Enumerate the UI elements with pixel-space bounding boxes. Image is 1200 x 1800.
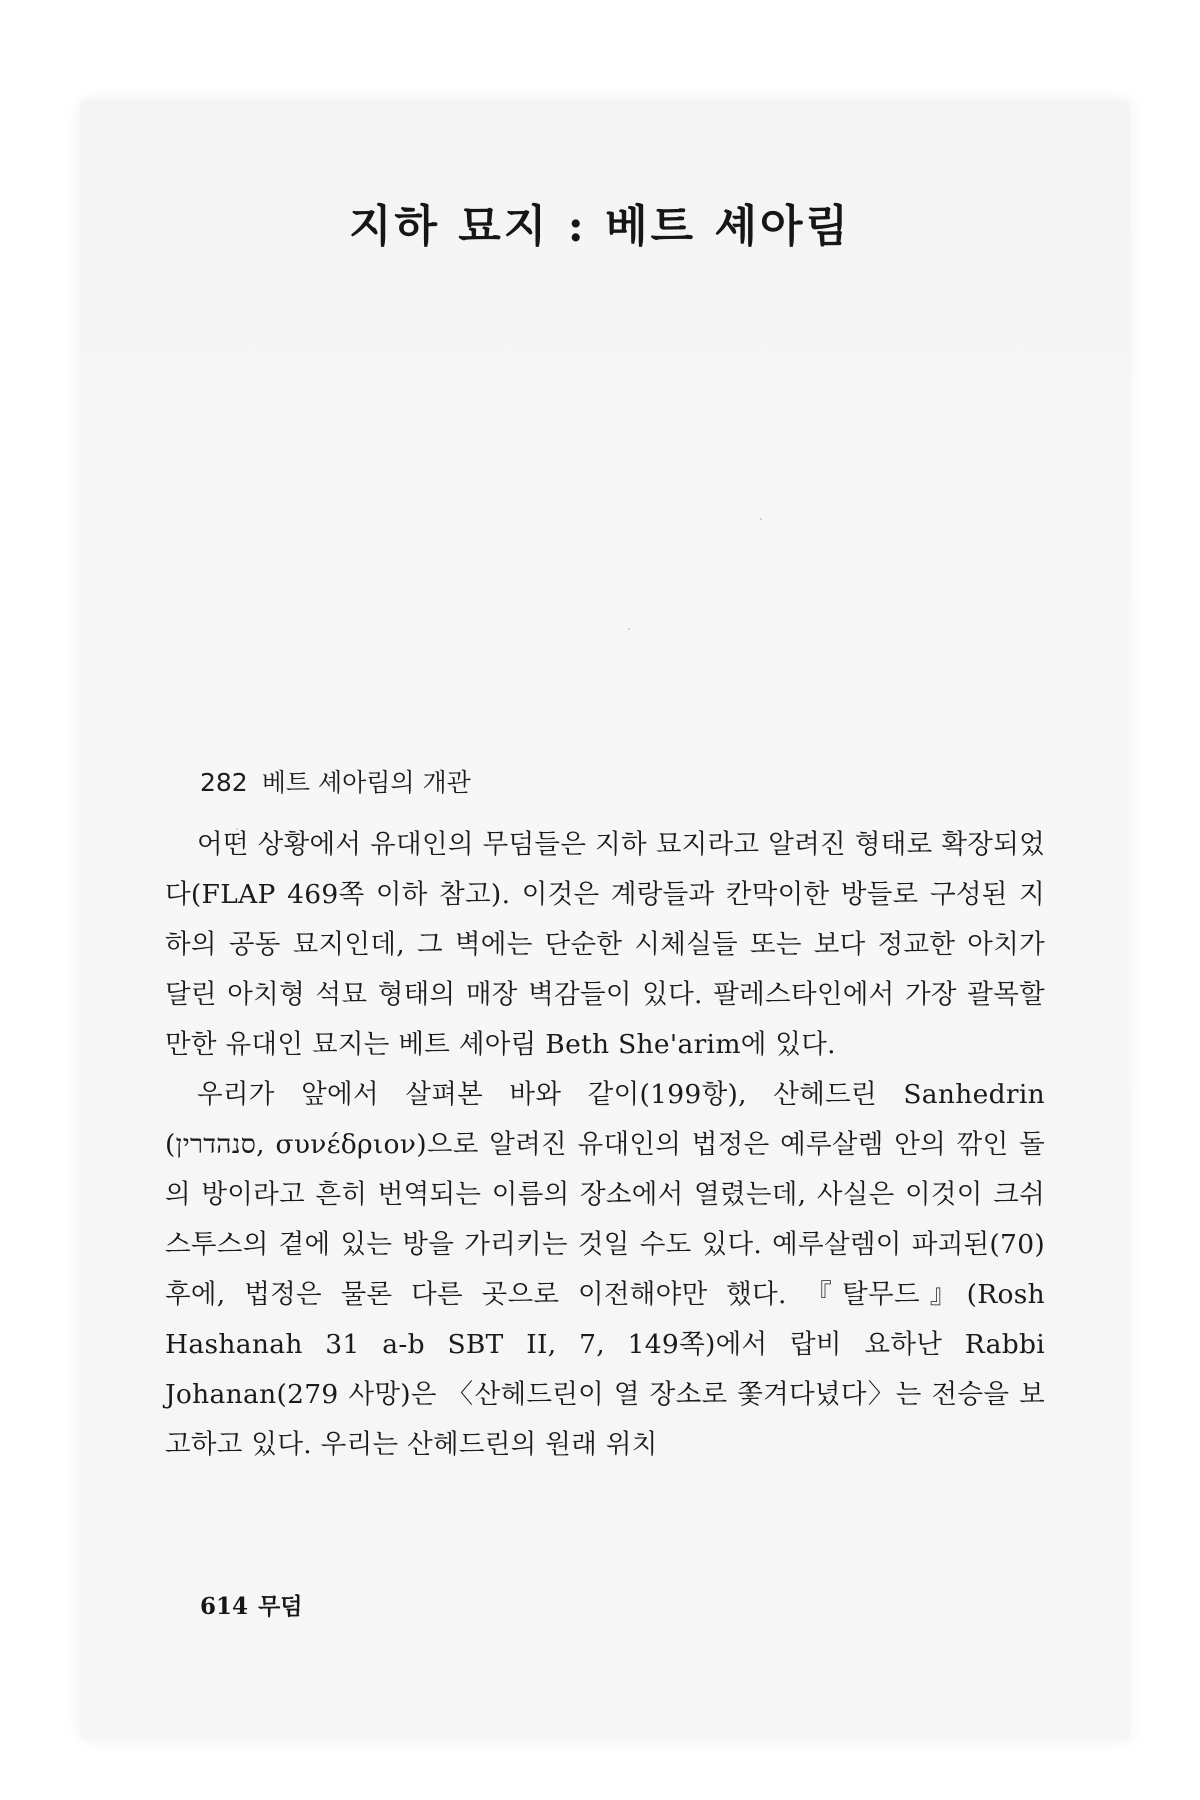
paragraph-1: 어떤 상황에서 유대인의 무덤들은 지하 묘지라고 알려진 형태로 확장되었다(FLAP 469쪽 이하 참고). 이것은 계랑들과 칸막이한 방들로 구성된 지하의 공동 묘지인데, 그 벽에는 단순한 시체실들 또는 보다 정교한 아치가 달린 아치형 석묘 형태의 매장 벽감들이 있다. 팔레스타인에서 가장 괄목할 만한 유대인 묘지는 베트 셰아림 Beth She'arim에 있다. (165, 829, 1045, 1060)
paragraph-2: 우리가 앞에서 살펴본 바와 같이(199항), 산헤드린 Sanhedrin (סנהדרין, συνέδριον)으로 알려진 유대인의 법정은 예루살렘 안의 깎인 돌의 방이라고 흔히 번역되는 이름의 장소에서 열렸는데, 사실은 이것이 크쉬스투스의 곁에 있는 방을 가리키는 것일 수도 있다. 예루살렘이 파괴된(70) 후에, 법정은 물론 다른 곳으로 이전해야만 했다. 『탈무드』(Rosh Hashanah 31 a-b SBT II, 7, 149쪽)에서 랍비 요하난 Rabbi Johanan(279 사망)은 〈산헤드린이 열 장소로 쫓겨다녔다〉는 전승을 보고하고 있다. 우리는 산헤드린의 원래 위치 (165, 1079, 1045, 1460)
chapter-title: 지하 묘지 : 베트 셰아림 (348, 201, 852, 252)
running-title: 무덤 (258, 1593, 303, 1620)
body-text (165, 820, 1045, 1470)
paper-speck (628, 628, 630, 630)
page-footer (200, 1588, 302, 1621)
section-number: 282 (200, 768, 248, 797)
section-title: 베트 셰아림의 개관 (261, 768, 471, 797)
section-heading (200, 763, 471, 799)
page-number: 614 (200, 1593, 249, 1620)
paper-speck (760, 518, 762, 520)
